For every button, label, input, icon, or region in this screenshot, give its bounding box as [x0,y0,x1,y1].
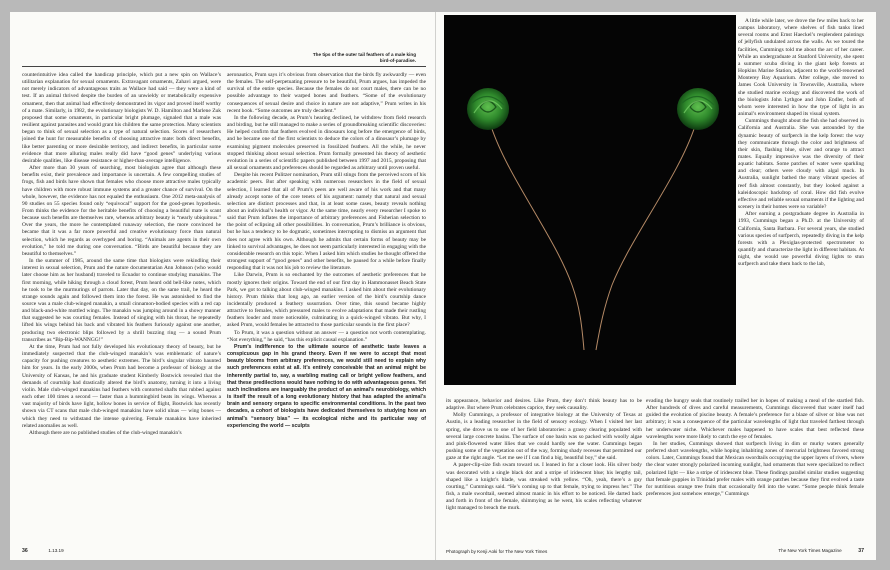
article-column-right-1 [446,398,642,550]
paragraph: Despite his recent Pulitzer nomination, Prum still stings from the perceived scorn of his academic peers. But after speaking with numerous researchers in the field of sexual selection, I learned that all of Prum’s peers are well aware of his work and that many already accept some of the core tenets of his argument: namely that natural and sexual selection are distinct processes and that, in at least some cases, beauty reveals nothing about an individual’s health or vigor. At the same time, nearly every researcher I spoke to said that Prum inflates the importance of arbitrary preferences and Fisherian selection to the point of eclipsing all other possibilities. In conversation, Prum’s brilliance is obvious, but he has a tendency to be dogmatic, sometimes interrupting to dismiss an argument that does not agree with his own. Although he admits that certain forms of beauty may be linked to survival advantages, he does not seem particularly interested in engaging with the considerable research on this topic. When I asked him which studies he thought offered the strongest support of “good genes” and other benefits, he paused for a while before finally responding that it was not his job to review the literature. [227,172,426,272]
caption-divider [22,66,426,67]
photo-credit: Photograph by Kenji Aoki for The New York Times [446,549,548,554]
paragraph: A little while later, we drove the few miles back to her campus laboratory, where shelves of fish tanks lined several rooms and Ernst Haeckel’s resplendent paintings of jellyfish undulated across the walls. As we toured the facilities, Cummings told me about the arc of her career. While an undergraduate at Stanford University, she spent a summer scuba diving in the giant kelp forests at Hopkins Marine Station, adjacent to the world-renowned Monterey Bay Aquarium. After college, she moved to James Cook University in Townsville, Australia, where she studied marine ecology and discovered the work of the biologists John Lythgoe and John Endler, both of whom were interested in how the type of light in an animal’s environment shaped its visual system. [738,18,864,118]
right-feather-disc [677,88,719,130]
paragraph: its appearance, behavior and desires. Like Prum, they don’t think beauty has to be adaptive. But where Prum celebrates caprice, they seek causality. [446,398,642,412]
right-footer [778,548,864,554]
article-column-right-top [738,18,864,396]
paragraph: Molly Cummings, a professor of integrative biology at the University of Texas at Austin, is a leading researcher in the field of sensory ecology. When I visited her last spring, she drove us to one of her field laboratories: a grassy clearing populated with several large concrete basins. The surface of one basin was so packed with woolly algae and pink-flowered water lilies that we could hardly see the water. Cummings began pushing some of the vegetation out of the way, forming shady recesses that permitted our gaze at the right angle. “Let me see if I can find a big, beautiful boy,” she said. [446,412,642,462]
paragraph: In her studies, Cummings showed that surfperch living in dim or murky waters generally preferred short wavelengths, while hoping inhabiting zones of mercurial brightness favored strong colors. Later, Cummings found that Mexican swordtails occupying the upper layers of rivers, where the clear water strongly polarized incoming sunlight, had ornaments that were specialized to reflect polarized light — like a stripe of iridescent blue. These findings parallel similar studies suggesting that female guppies in Trinidad prefer males with orange patches because they first evolved a taste for nutritious orange tree fruits that occasionally fell into the water. “Some people think female preferences just somehow emerge,” Cummings [646,440,864,498]
left-feather-shaft [490,123,584,350]
photo-caption: The tips of the outer tail feathers of a male king bird-of-paradise. [312,52,416,63]
left-page [10,12,436,560]
paragraph: Although there are no published studies of the club-winged manakin’s [29,429,182,436]
left-footer [22,548,64,554]
article-column-1 [22,72,221,548]
paragraph: In the following decade, as Prum’s hearing declined, he withdrew from field research and birding, but he still managed to make a series of groundbreaking scientific discoveries: He helped confirm that feathers evolved in dinosaurs long before the emergence of birds, and he became one of the first scientists to deduce the colors of a dinosaur’s plumage by examining pigment molecules preserved in fossilized feathers. All the while, he never stopped thinking about sexual selection. Prum formally presented his theory of aesthetic evolution in a series of scientific papers published between 1997 and 2015, proposing that all sexual ornaments and preferences should be regarded as arbitrary until proven useful. [227,114,426,172]
feather-photo [444,15,736,385]
paragraph: In the summer of 1985, around the same time that biologists were rekindling their interest in sexual selection, Prum and the nature documentarian Ann Johnson (who would later choose him as her husband) traveled to Ecuador to continue studying manakins. The first morning, while hiking through a cloud forest, Prum heard odd bell-like notes, which he took to be the murmurings of parrots. Later that day, on the same trail, he heard the strange sounds again and followed them into the forest. He was astonished to find the source was a male club-winged manakin, a small cinnamon-bodied species with a red cap and black-and-white mottled wings. The manakin was jumping around in a showy manner that suggested he was courting females. Instead of singing with his throat, he repeatedly lifted his wings behind his back and vibrated his feathers furiously against one another, producing two electronic blips followed by a shrill buzzing ring — a sound Prum transcribes as “Bip-Bip-WANNGG!” [22,258,221,343]
paragraph: aeronautics, Prum says it’s obvious from observation that the birds fly awkwardly — even the females. The self-perpetuating pressure to be beautiful, Prum argues, has impeded the survival of the entire species. Because the females do not court males, there can be no possible advantage to their warped bones and feathers. “Some of the evolutionary consequences of sexual desire and choice in nature are not adaptive,” Prum writes in his recent book. “Some outcomes are truly decadent.” [227,72,426,114]
issue-date: 1.13.19 [48,548,64,553]
paragraph: Prum’s indifference to the ultimate source of aesthetic taste leaves a conspicuous gap in his grand theory. Even if we were to accept that most beauty blooms from arbitrary preferences, we would still need to explain why such preferences exist at all. It’s entirely conceivable that an animal might be inherently partial to, say, a warbling mating call or bright yellow feathers, and that these predilections would have nothing to do with advantageous genes. Yet such inclinations are inarguably the product of an animal’s neurobiology, which is itself the result of a long evolutionary history that has adapted the animal’s brain and sensory organs to specific environmental conditions. In the past two decades, a cohort of biologists have dedicated themselves to studying how an animal’s “sensory bias” — its ecological niche and its particular way of experiencing the world — sculpts [227,343,426,429]
magazine-name: The New York Times Magazine [778,548,842,553]
paragraph: After more than 30 years of searching, most biologists agree that although these benefits exist, their prevalence and importance is uncertain. A few compelling studies of frogs, fish and birds have shown that females who choose more attractive males typically have children with more robust immune systems and a greater chance of survival. On the whole, however, the evidence has not equaled the enthusiasm. One 2012 meta-analysis of 90 studies on 55 species found only “equivocal” support for the good-genes hypothesis. From thinks the evidence for the heritable benefits of choosing a beautiful mate is scant because such benefits are themselves rare, whereas arbitrary beauty is “nearly ubiquitous.” Over the years, the more he contemplated runaway selection, the more convinced he became that it was a far more powerful and creative evolutionary force than natural selection, which he regards as overhyped and boring. “Animals are agents in their own evolution,” he told me during one conversation. “Birds are beautiful because they are beautiful to themselves.” [22,165,221,257]
right-feather-shaft [596,123,696,350]
paragraph: counterintuitive idea called the handicap principle, which put a new spin on Wallace’s utilitarian explanation for sexual ornaments. Extravagant ornaments, Zahavi argued, were not merely indicators of advantageous traits as Wallace had said — they were a kind of test. If an animal thrived despite the burden of an unwieldy or metabolically expensive ornament, then that animal had effectively demonstrated its vigor and proved itself worthy of a mate. Similarly, in 1982, the evolutionary biologists W. D. Hamilton and Marlene Zuk proposed that some ornaments, in particular bright plumage, signaled that a male was resilient against parasites and would grant his children the same protection. Many scientists began to think of sexual selection as a type of natural selection. Scores of researchers joined the hunt for measurable benefits of choosing attractive mate: both direct benefits, like better parenting or more desirable territory, and indirect benefits, in particular some evidence that more alluring males really did have “good genes” underlying various desirable qualities, like disease resistance or higher-than-average intelligence. [22,72,221,164]
right-page [436,12,876,560]
left-feather-disc [467,88,509,130]
paragraph: At the time, Prum had not fully developed his evolutionary theory of beauty, but he immediately suspected that the club-winged manakin’s was emblematic of nature’s capacity for pushing creatures to aesthetic extremes. The bird’s singular vibrato haunted him for years. In the early 2000s, when Prum had become a professor of biology at the University of Kansas, he and his graduate student Kimberly Bostwick revealed that the demands of courtship had drastically altered the bird’s anatomy, turning it into a living violin. Male club-winged manakins had feathers with contorted shafts that rubbed against each other 100 times a second — faster than a hummingbird beats its wings. Whereas a vast majority of birds have light, hollow bones in service of flight, Bostwick has recently shown via CT scans that male club-winged manakins have solid ulnas — wing bones — which they need to withstand the intense quivering. Female manakins have inherited related anomalies as well. [22,343,221,429]
page-number: 37 [858,548,864,554]
paragraph: A paper-clip-size fish swam toward us. I leaned in for a closer look. His silver body was decorated with a single black dot and a stripe of iridescent blue; his lengthy tail, shaped like a knight’s blade, was streaked with yellow. “Oh, yeah, there’s a guy courting,” Cummings said. “He’s coming up to that female, trying to impress her.” The fish, a male swordtail, seemed almost manic in his effort to be noticed. He darted back and forth in front of the female, shimmying as he went, his scales reflecting whatever light managed to breach the murk. [446,462,642,512]
paragraph: evading the hungry seals that routinely trailed her in hopes of making a meal of the startled fish. After hundreds of dives and careful measurements, Cummings discovered that water itself had guided the evolution of piscine beauty. A female’s preference for a blaze of silver or blue was not arbitrary; it was a consequence of the particular wavelengths of light that traveled farthest through her underwater niche. Whichever males happened to have scales that best reflected these wavelengths were more likely to catch the eye of females. [646,398,864,440]
paragraph: To Prum, it was a question without an answer — a question not worth contemplating. “Not everything,” he said, “has this explicit causal explanation.” [227,329,426,343]
paragraph: After earning a postgraduate degree in Australia in 1993, Cummings began a Ph.D. at the University of California, Santa Barbara. For several years, she studied various species of surfperch, repeatedly diving in the kelp forests with a Plexiglas-protected spectrometer to quantify and characterize the light in different habitats. At night, she would use powerful diving lights to stun surfperch and take them back to the lab, [738,211,864,268]
article-column-2 [227,72,426,548]
article-column-right-2 [646,398,864,550]
paragraph: Cummings thought about the fish she had observed in California and Australia. She was astounded by the dynamic beauty of surfperch in the kelp forest: the way they communicate through the color and brightness of their skin, flashing blue, silver and orange to attract mates. Equally impressive was the diversity of their aquatic habitats. Some patches of water were sparkling and clear; others were cloudy with algal muck. In Australia, sunlight bathed the many vibrant species of reef fish almost constantly, but they looked against a kaleidoscopic backdrop of coral. How did fish evolve effective and reliable sexual ornaments if the lighting and scenery in their homes were so variable? [738,118,864,211]
paragraph: Like Darwin, Prum is so enchanted by the outcomes of aesthetic preferences that he mostly ignores their origins. Toward the end of our first day in Hammonasset Beach State Park, we got to talking about club-winged manakins. I asked him about their evolutionary history. Prum thinks that long ago, an earlier version of the bird’s courtship dance incidentally produced a feathery susurration. Over time, this sound became highly attractive to females, which pressured males to evolve adaptations that made their rustling feathers louder and more noticeable, culminating in a quick-winged vibrato. But why, I asked Prum, would females be attracted to those particular sounds in the first place? [227,272,426,329]
feather-illustration [444,15,736,385]
page-number: 36 [22,548,28,554]
